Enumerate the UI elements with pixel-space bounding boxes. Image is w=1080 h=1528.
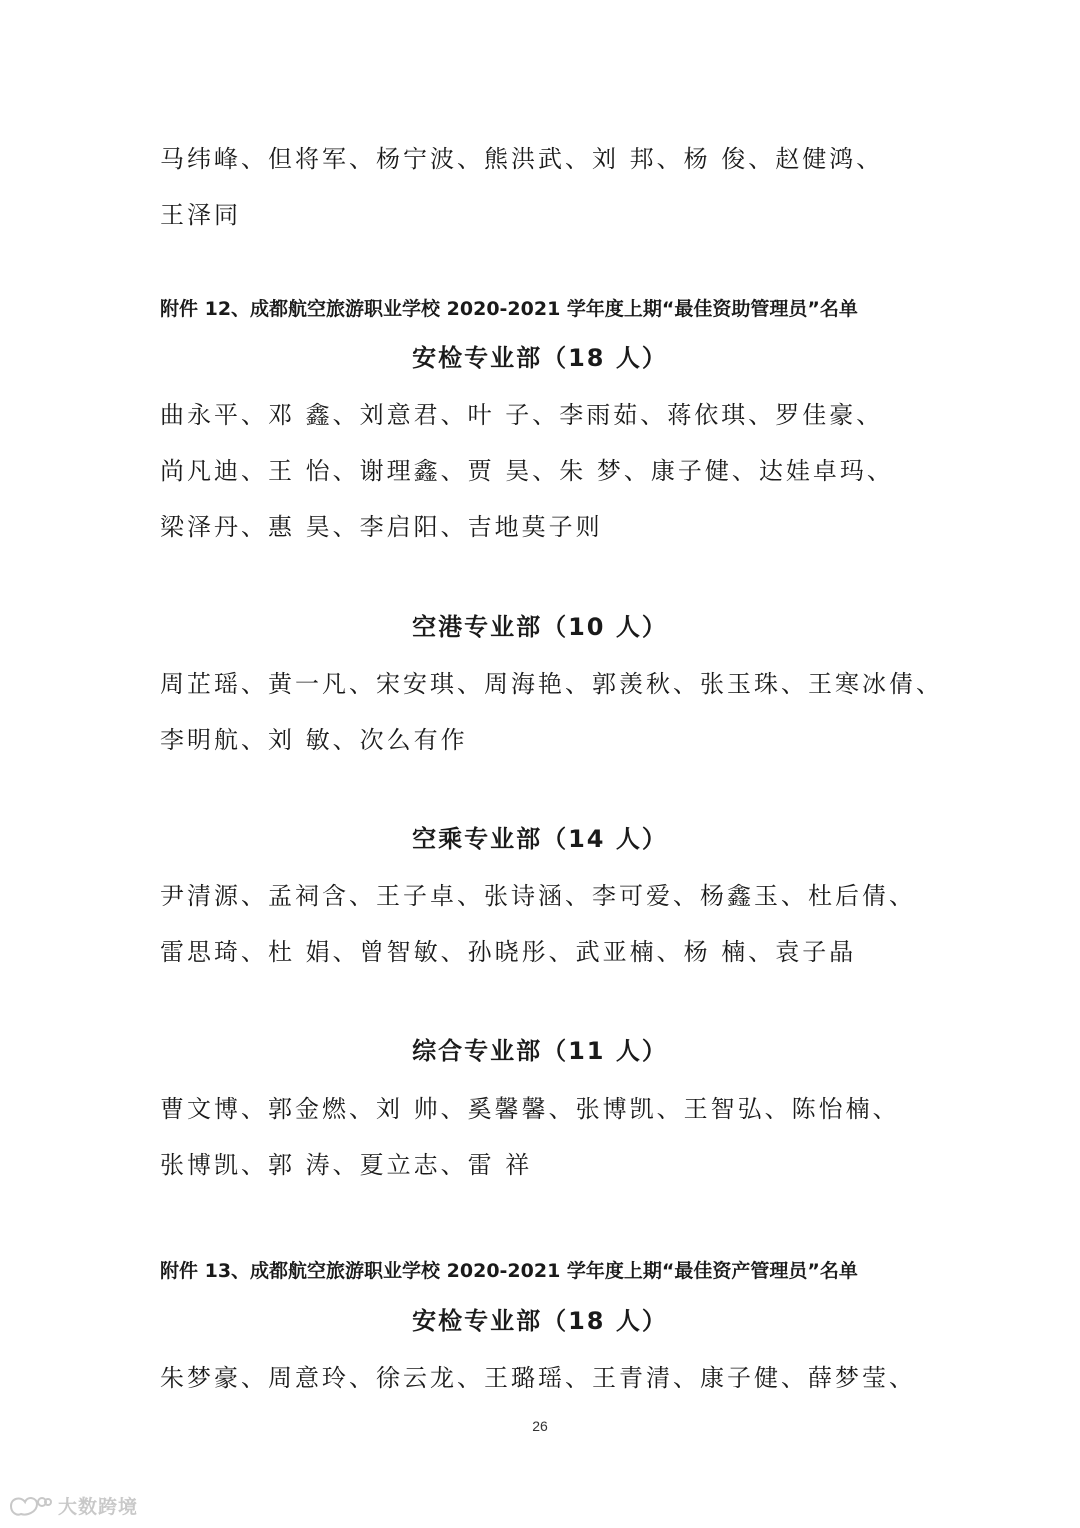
name-list-line: 张博凯、郭 涛、夏立志、雷 祥 [160,1151,533,1179]
section-heading-airport: 空港专业部（10 人） [412,613,668,641]
appendix-13-title: 附件 13、成都航空旅游职业学校 2020-2021 学年度上期“最佳资产管理员”名单 [160,1260,858,1282]
appendix-12-title: 附件 12、成都航空旅游职业学校 2020-2021 学年度上期“最佳资助管理员”名单 [160,298,858,320]
name-list-line: 曲永平、邓 鑫、刘意君、叶 子、李雨茹、蒋依琪、罗佳豪、 [160,401,884,429]
watermark-text: 大数跨境 [58,1496,139,1518]
name-list-line: 尹清源、孟祠含、王子卓、张诗涵、李可爱、杨鑫玉、杜后倩、 [160,882,916,910]
section-heading-security: 安检专业部（18 人） [412,1307,668,1335]
name-list-line: 王泽同 [160,201,241,229]
watermark-logo-icon [8,1493,52,1519]
section-heading-cabin-crew: 空乘专业部（14 人） [412,825,668,853]
watermark [8,1492,138,1519]
section-heading-security: 安检专业部（18 人） [412,344,668,372]
name-list-line: 周芷瑶、黄一凡、宋安琪、周海艳、郭羡秋、张玉珠、王寒冰倩、 [160,670,943,698]
name-list-line: 梁泽丹、惠 昊、李启阳、吉地莫子则 [160,513,603,541]
name-list-line: 马纬峰、但将军、杨宁波、熊洪武、刘 邦、杨 俊、赵健鸿、 [160,145,884,173]
name-list-line: 尚凡迪、王 怡、谢理鑫、贾 昊、朱 梦、康子健、达娃卓玛、 [160,457,894,485]
name-list-line: 曹文博、郭金燃、刘 帅、奚馨馨、张博凯、王智弘、陈怡楠、 [160,1095,900,1123]
name-list-line: 朱梦豪、周意玲、徐云龙、王璐瑶、王青清、康子健、薛梦莹、 [160,1364,916,1392]
name-list-line: 李明航、刘 敏、次么有作 [160,726,468,754]
page-number: 26 [532,1418,548,1434]
section-heading-general: 综合专业部（11 人） [412,1037,668,1065]
name-list-line: 雷思琦、杜 娟、曾智敏、孙晓彤、武亚楠、杨 楠、袁子晶 [160,938,857,966]
